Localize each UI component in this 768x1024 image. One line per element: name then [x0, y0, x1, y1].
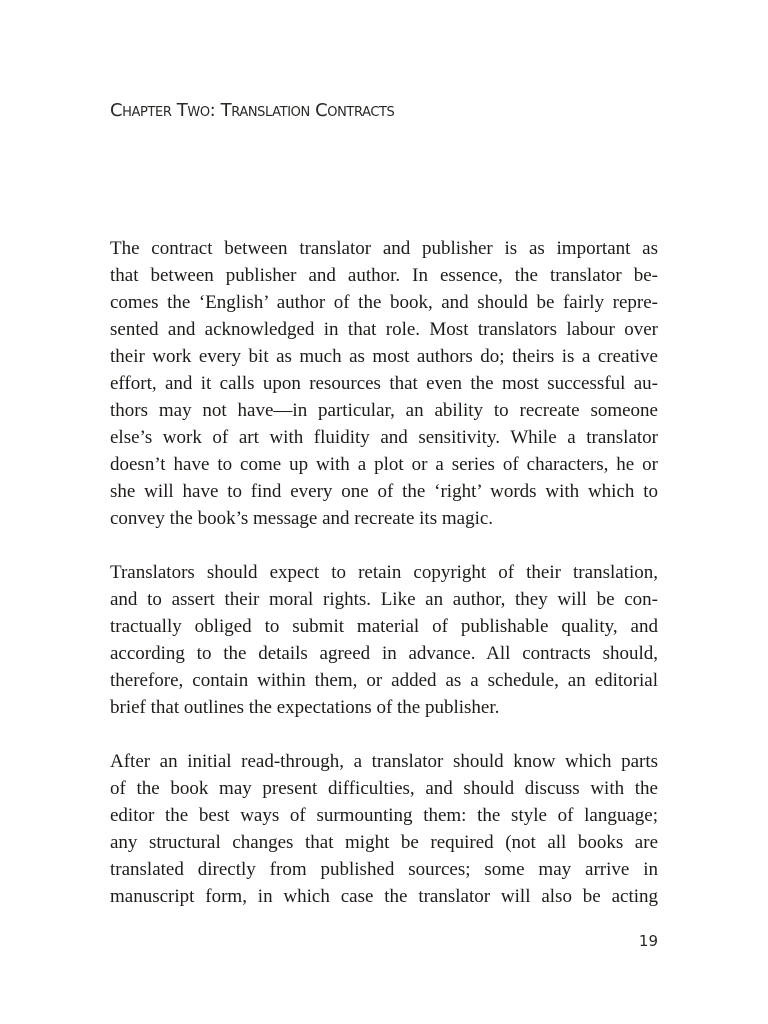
text-line: any structural changes that might be required (not all books are: [110, 832, 658, 853]
text-line: effort, and it calls upon resources that even the most successful au-: [110, 373, 658, 394]
text-line: translated directly from published sources; some may arrive in: [110, 859, 658, 880]
text-line: The contract between translator and publisher is as important as: [110, 238, 658, 259]
text-line: of the book may present difficulties, and should discuss with the: [110, 778, 658, 799]
paragraph-2: [110, 559, 658, 721]
paragraph-3: [110, 748, 658, 910]
text-line: that between publisher and author. In essence, the translator be-: [110, 265, 658, 286]
text-line: manuscript form, in which case the translator will also be acting: [110, 886, 658, 907]
body-text: [110, 235, 658, 910]
text-line: convey the book’s message and recreate its magic.: [110, 508, 494, 529]
text-line: their work every bit as much as most authors do; theirs is a creative: [110, 346, 658, 367]
text-line: After an initial read-through, a translator should know which parts: [110, 751, 658, 772]
text-line: and to assert their moral rights. Like an author, they will be con-: [110, 589, 658, 610]
text-line: sented and acknowledged in that role. Most translators labour over: [110, 319, 658, 340]
running-head: Chapter Two: Translation Contracts: [110, 100, 395, 121]
text-line: else’s work of art with fluidity and sensitivity. While a translator: [110, 427, 658, 448]
text-line: thors may not have—in particular, an ability to recreate someone: [110, 400, 658, 421]
page-number: 19: [638, 932, 658, 950]
paragraph-1: [110, 235, 658, 532]
text-line: therefore, contain within them, or added as a schedule, an editorial: [110, 670, 658, 691]
text-line: according to the details agreed in advance. All contracts should,: [110, 643, 658, 664]
text-line: editor the best ways of surmounting them: the style of language;: [110, 805, 658, 826]
text-line: tractually obliged to submit material of publishable quality, and: [110, 616, 658, 637]
text-line: doesn’t have to come up with a plot or a series of characters, he or: [110, 454, 658, 475]
text-line: comes the ‘English’ author of the book, and should be fairly repre-: [110, 292, 658, 313]
text-line: brief that outlines the expectations of the publisher.: [110, 697, 500, 718]
text-line: Translators should expect to retain copyright of their translation,: [110, 562, 658, 583]
text-line: she will have to find every one of the ‘right’ words with which to: [110, 481, 658, 502]
